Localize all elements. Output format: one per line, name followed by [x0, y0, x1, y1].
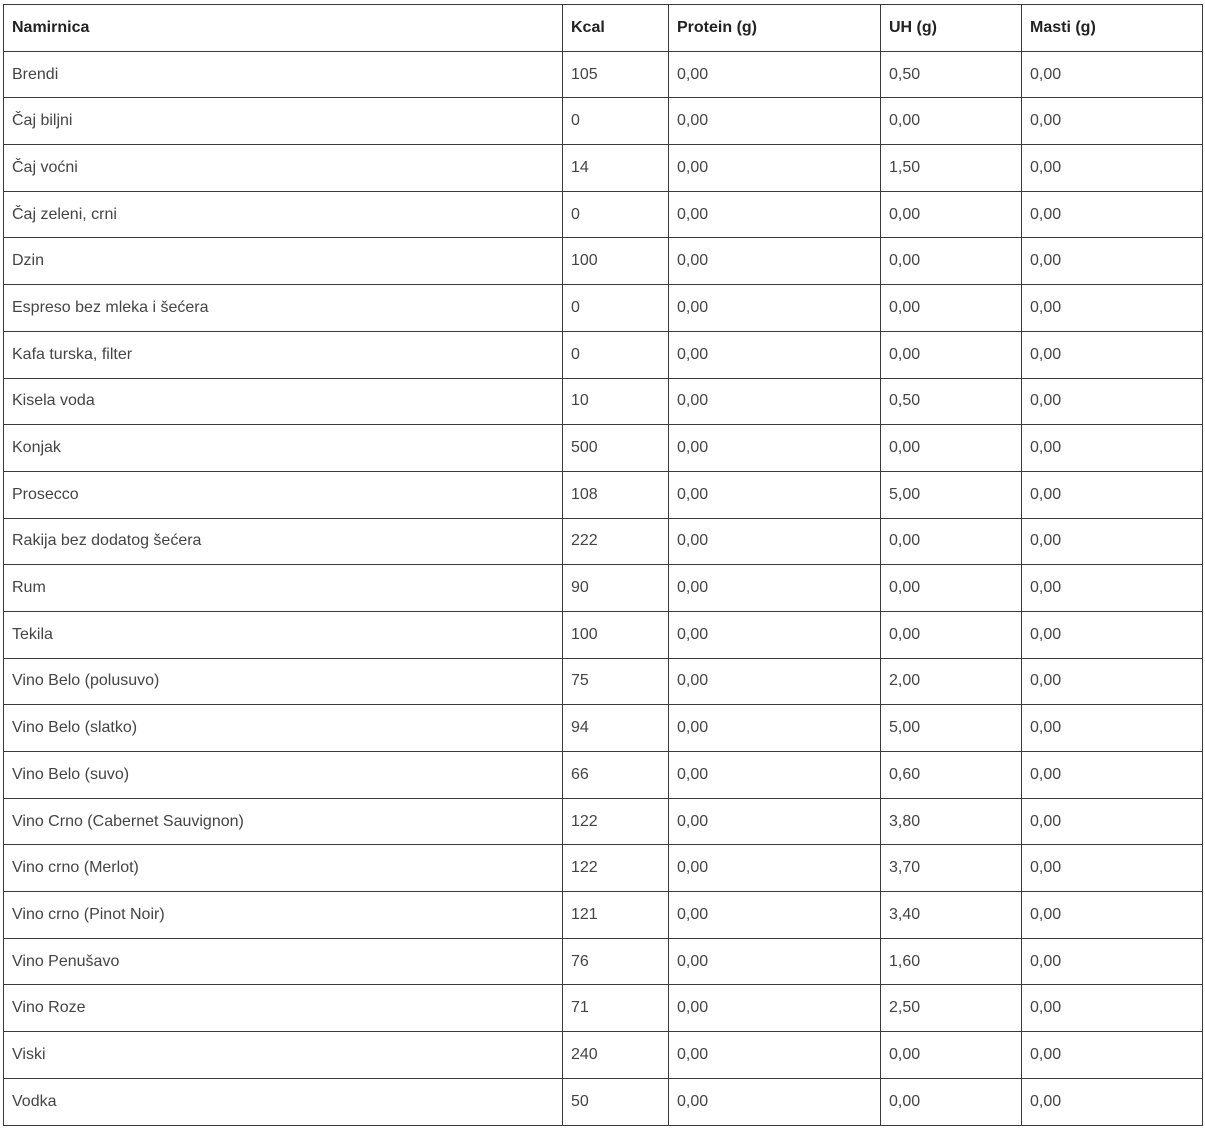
- cell-masti: 0,00: [1022, 1032, 1203, 1079]
- cell-protein: 0,00: [669, 752, 881, 799]
- cell-kcal: 0: [563, 331, 669, 378]
- cell-uh: 3,40: [881, 892, 1022, 939]
- cell-uh: 0,00: [881, 191, 1022, 238]
- cell-protein: 0,00: [669, 985, 881, 1032]
- cell-uh: 0,00: [881, 285, 1022, 332]
- cell-uh: 0,00: [881, 518, 1022, 565]
- cell-uh: 0,00: [881, 331, 1022, 378]
- table-row: [4, 752, 1203, 799]
- cell-namirnica: Kafa turska, filter: [4, 331, 563, 378]
- cell-namirnica: Vodka: [4, 1078, 563, 1125]
- cell-uh: 0,00: [881, 1078, 1022, 1125]
- cell-kcal: 71: [563, 985, 669, 1032]
- cell-namirnica: Vino Roze: [4, 985, 563, 1032]
- header-namirnica: Namirnica: [4, 5, 563, 52]
- cell-protein: 0,00: [669, 285, 881, 332]
- cell-namirnica: Viski: [4, 1032, 563, 1079]
- cell-uh: 3,80: [881, 798, 1022, 845]
- cell-namirnica: Vino Belo (suvo): [4, 752, 563, 799]
- cell-namirnica: Espreso bez mleka i šećera: [4, 285, 563, 332]
- cell-masti: 0,00: [1022, 985, 1203, 1032]
- cell-kcal: 500: [563, 425, 669, 472]
- cell-protein: 0,00: [669, 938, 881, 985]
- cell-masti: 0,00: [1022, 378, 1203, 425]
- cell-uh: 1,60: [881, 938, 1022, 985]
- cell-protein: 0,00: [669, 1032, 881, 1079]
- cell-masti: 0,00: [1022, 892, 1203, 939]
- cell-kcal: 0: [563, 285, 669, 332]
- cell-namirnica: Vino Belo (polusuvo): [4, 658, 563, 705]
- cell-masti: 0,00: [1022, 705, 1203, 752]
- cell-namirnica: Vino crno (Pinot Noir): [4, 892, 563, 939]
- cell-kcal: 108: [563, 471, 669, 518]
- cell-kcal: 50: [563, 1078, 669, 1125]
- table-row: [4, 145, 1203, 192]
- cell-uh: 0,00: [881, 238, 1022, 285]
- table-body: [4, 51, 1203, 1125]
- table-row: [4, 705, 1203, 752]
- table-row: [4, 285, 1203, 332]
- table-row: [4, 565, 1203, 612]
- cell-protein: 0,00: [669, 471, 881, 518]
- table-row: [4, 331, 1203, 378]
- table-row: [4, 798, 1203, 845]
- table-row: [4, 98, 1203, 145]
- table-row: [4, 611, 1203, 658]
- cell-kcal: 240: [563, 1032, 669, 1079]
- cell-kcal: 100: [563, 238, 669, 285]
- cell-kcal: 75: [563, 658, 669, 705]
- cell-uh: 5,00: [881, 471, 1022, 518]
- cell-kcal: 90: [563, 565, 669, 612]
- cell-kcal: 121: [563, 892, 669, 939]
- cell-namirnica: Čaj voćni: [4, 145, 563, 192]
- cell-kcal: 76: [563, 938, 669, 985]
- table-row: [4, 518, 1203, 565]
- cell-masti: 0,00: [1022, 285, 1203, 332]
- table-row: [4, 845, 1203, 892]
- cell-masti: 0,00: [1022, 845, 1203, 892]
- cell-protein: 0,00: [669, 331, 881, 378]
- cell-protein: 0,00: [669, 191, 881, 238]
- cell-uh: 0,60: [881, 752, 1022, 799]
- cell-namirnica: Prosecco: [4, 471, 563, 518]
- cell-masti: 0,00: [1022, 611, 1203, 658]
- cell-masti: 0,00: [1022, 98, 1203, 145]
- cell-namirnica: Tekila: [4, 611, 563, 658]
- cell-masti: 0,00: [1022, 191, 1203, 238]
- cell-uh: 0,00: [881, 1032, 1022, 1079]
- header-masti: Masti (g): [1022, 5, 1203, 52]
- cell-masti: 0,00: [1022, 145, 1203, 192]
- cell-uh: 0,50: [881, 378, 1022, 425]
- table-row: [4, 1078, 1203, 1125]
- cell-protein: 0,00: [669, 145, 881, 192]
- cell-masti: 0,00: [1022, 938, 1203, 985]
- table-row: [4, 1032, 1203, 1079]
- table-row: [4, 51, 1203, 98]
- cell-uh: 2,50: [881, 985, 1022, 1032]
- cell-namirnica: Vino Penušavo: [4, 938, 563, 985]
- cell-masti: 0,00: [1022, 238, 1203, 285]
- cell-protein: 0,00: [669, 98, 881, 145]
- cell-namirnica: Konjak: [4, 425, 563, 472]
- cell-kcal: 122: [563, 845, 669, 892]
- cell-uh: 2,00: [881, 658, 1022, 705]
- cell-uh: 0,00: [881, 611, 1022, 658]
- header-uh: UH (g): [881, 5, 1022, 52]
- cell-kcal: 105: [563, 51, 669, 98]
- cell-protein: 0,00: [669, 518, 881, 565]
- cell-kcal: 222: [563, 518, 669, 565]
- cell-kcal: 0: [563, 191, 669, 238]
- cell-protein: 0,00: [669, 238, 881, 285]
- table-row: [4, 985, 1203, 1032]
- nutrition-table-container: [3, 4, 1203, 1126]
- table-row: [4, 471, 1203, 518]
- cell-namirnica: Vino crno (Merlot): [4, 845, 563, 892]
- table-row: [4, 378, 1203, 425]
- cell-kcal: 14: [563, 145, 669, 192]
- nutrition-table: [3, 4, 1203, 1126]
- cell-protein: 0,00: [669, 845, 881, 892]
- cell-uh: 1,50: [881, 145, 1022, 192]
- table-row: [4, 658, 1203, 705]
- cell-masti: 0,00: [1022, 1078, 1203, 1125]
- cell-namirnica: Rum: [4, 565, 563, 612]
- cell-uh: 0,50: [881, 51, 1022, 98]
- cell-masti: 0,00: [1022, 425, 1203, 472]
- cell-kcal: 0: [563, 98, 669, 145]
- header-protein: Protein (g): [669, 5, 881, 52]
- cell-protein: 0,00: [669, 378, 881, 425]
- cell-namirnica: Rakija bez dodatog šećera: [4, 518, 563, 565]
- cell-namirnica: Vino Crno (Cabernet Sauvignon): [4, 798, 563, 845]
- cell-namirnica: Čaj zeleni, crni: [4, 191, 563, 238]
- cell-uh: 0,00: [881, 98, 1022, 145]
- table-row: [4, 425, 1203, 472]
- cell-namirnica: Vino Belo (slatko): [4, 705, 563, 752]
- cell-uh: 3,70: [881, 845, 1022, 892]
- cell-kcal: 10: [563, 378, 669, 425]
- cell-masti: 0,00: [1022, 565, 1203, 612]
- cell-masti: 0,00: [1022, 471, 1203, 518]
- cell-protein: 0,00: [669, 611, 881, 658]
- table-row: [4, 191, 1203, 238]
- cell-masti: 0,00: [1022, 658, 1203, 705]
- cell-protein: 0,00: [669, 425, 881, 472]
- cell-masti: 0,00: [1022, 331, 1203, 378]
- cell-masti: 0,00: [1022, 798, 1203, 845]
- header-kcal: Kcal: [563, 5, 669, 52]
- cell-uh: 5,00: [881, 705, 1022, 752]
- cell-protein: 0,00: [669, 892, 881, 939]
- cell-namirnica: Čaj biljni: [4, 98, 563, 145]
- cell-protein: 0,00: [669, 51, 881, 98]
- cell-namirnica: Kisela voda: [4, 378, 563, 425]
- table-row: [4, 938, 1203, 985]
- cell-masti: 0,00: [1022, 752, 1203, 799]
- cell-kcal: 94: [563, 705, 669, 752]
- cell-protein: 0,00: [669, 1078, 881, 1125]
- cell-masti: 0,00: [1022, 518, 1203, 565]
- table-header: [4, 5, 1203, 52]
- cell-uh: 0,00: [881, 565, 1022, 612]
- cell-namirnica: Brendi: [4, 51, 563, 98]
- cell-kcal: 122: [563, 798, 669, 845]
- cell-masti: 0,00: [1022, 51, 1203, 98]
- table-row: [4, 892, 1203, 939]
- cell-protein: 0,00: [669, 798, 881, 845]
- cell-protein: 0,00: [669, 658, 881, 705]
- cell-protein: 0,00: [669, 705, 881, 752]
- header-row: [4, 5, 1203, 52]
- cell-uh: 0,00: [881, 425, 1022, 472]
- cell-namirnica: Dzin: [4, 238, 563, 285]
- cell-protein: 0,00: [669, 565, 881, 612]
- cell-kcal: 100: [563, 611, 669, 658]
- cell-kcal: 66: [563, 752, 669, 799]
- table-row: [4, 238, 1203, 285]
